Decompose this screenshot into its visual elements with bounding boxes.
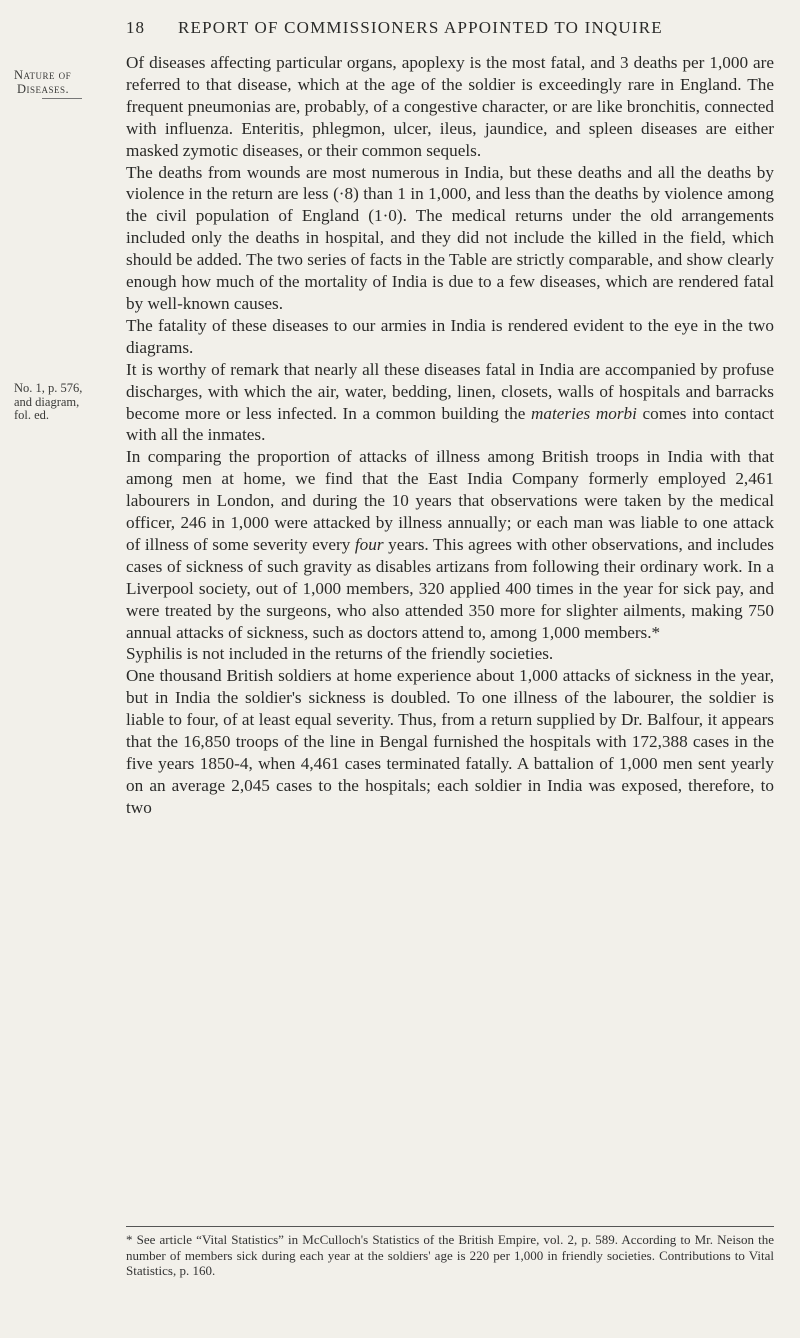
sidenote-line: Diseases.: [17, 82, 70, 96]
running-title: REPORT OF COMMISSIONERS APPOINTED TO INQUIRE: [178, 18, 663, 37]
page-number: 18: [126, 18, 145, 37]
paragraph: The deaths from wounds are most numerous in India, but these deaths and all the deaths by violence in the return are less (·8) than 1 in 1,000, and less than the deaths by violence among the civil population of England (1·0). The medical returns under the old arrangements included only the deaths in hospital, and they did not include the killed in the field, which should be added. The two series of facts in the Table are strictly comparable, and show clearly enough how much of the mortality of India is due to a few diseases, which are rendered fatal by well-known causes.: [126, 162, 774, 313]
sidenote-line: and diagram,: [14, 394, 80, 409]
paragraph: Syphilis is not included in the returns of the friendly societies.: [126, 644, 554, 664]
sidenote-line: fol. ed.: [14, 408, 50, 422]
paragraph: [126, 359, 774, 447]
sidenote-line: No. 1, p. 576,: [14, 381, 83, 395]
paragraph: One thousand British soldiers at home experience about 1,000 attacks of sickness in the year, but in India the soldier's sickness is doubled. To one illness of the labourer, the soldier is liable to four, of at least equal severity. Thus, from a return supplied by Dr. Balfour, it appears that the 16,850 troops of the line in Bengal furnished the hospitals with 172,388 cases in the five years 1850-4, when 4,461 cases terminated fatally. A battalion of 1,000 men sent yearly on an average 2,045 cases to the hospitals; each soldier in India was exposed, therefore, to two: [126, 666, 774, 817]
text-run: In comparing the proportion of attacks of illness among British troops in India with that among men at home, we find that the East India Company formerly employed 2,461 labourers in London, and during the 10 years that observations were taken by the medical officer, 246 in 1,000 were attacked by illness annually; or each man was liable to one attack of illness of some severity every: [126, 447, 774, 554]
footnote-divider: [126, 1226, 774, 1227]
main-text: [126, 52, 774, 819]
text-run: comes into contact with all the inmates.: [126, 403, 774, 445]
sidenote-reference: [14, 382, 104, 423]
paragraph: [126, 446, 774, 643]
paragraph: The fatality of these diseases to our armies in India is rendered evident to the eye in the two diagrams.: [126, 315, 774, 357]
text-run: years. This agrees with other observations, and includes cases of sickness of such gravity as disables artizans from following their ordinary work. In a Liverpool society, out of 1,000 members, 320 applied 400 times in the year for sick pay, and were treated by the surgeons, who also attended 350 more for slighter ailments, making 750 annual attacks of sickness, such as doctors attend to, among 1,000 members.*: [126, 534, 775, 642]
text-run: It is worthy of remark that nearly all these diseases fatal in India are accompanied by profuse discharges, with which the air, water, bedding, linen, closets, walls of hospitals and barracks become more or less infected. In a common building the: [126, 359, 774, 423]
sidenote-divider: [42, 98, 82, 99]
paragraph: Of diseases affecting particular organs, apoplexy is the most fatal, and 3 deaths per 1,000 are referred to that disease, which at the age of the soldier is exceedingly rare in England. The frequent pneumonias are, probably, of a congestive character, or are like bronchitis, connected with influenza. Enteritis, phlegmon, ulcer, ileus, jaundice, and spleen diseases are either masked zymotic diseases, or their common sequels.: [126, 53, 774, 160]
italic-term: four: [354, 534, 384, 554]
sidenote-line: Nature of: [14, 68, 72, 82]
footnote: * See article “Vital Statistics” in McCulloch's Statistics of the British Empire, vol. 2, p. 589. According to Mr. Neison the number of members sick during each year at the soldiers' age is 220 per 1,000 in friendly societies. Contributions to Vital Statistics, p. 160.: [126, 1232, 774, 1278]
italic-term: materies morbi: [531, 403, 637, 423]
sidenote-nature-of-diseases: [14, 68, 104, 96]
